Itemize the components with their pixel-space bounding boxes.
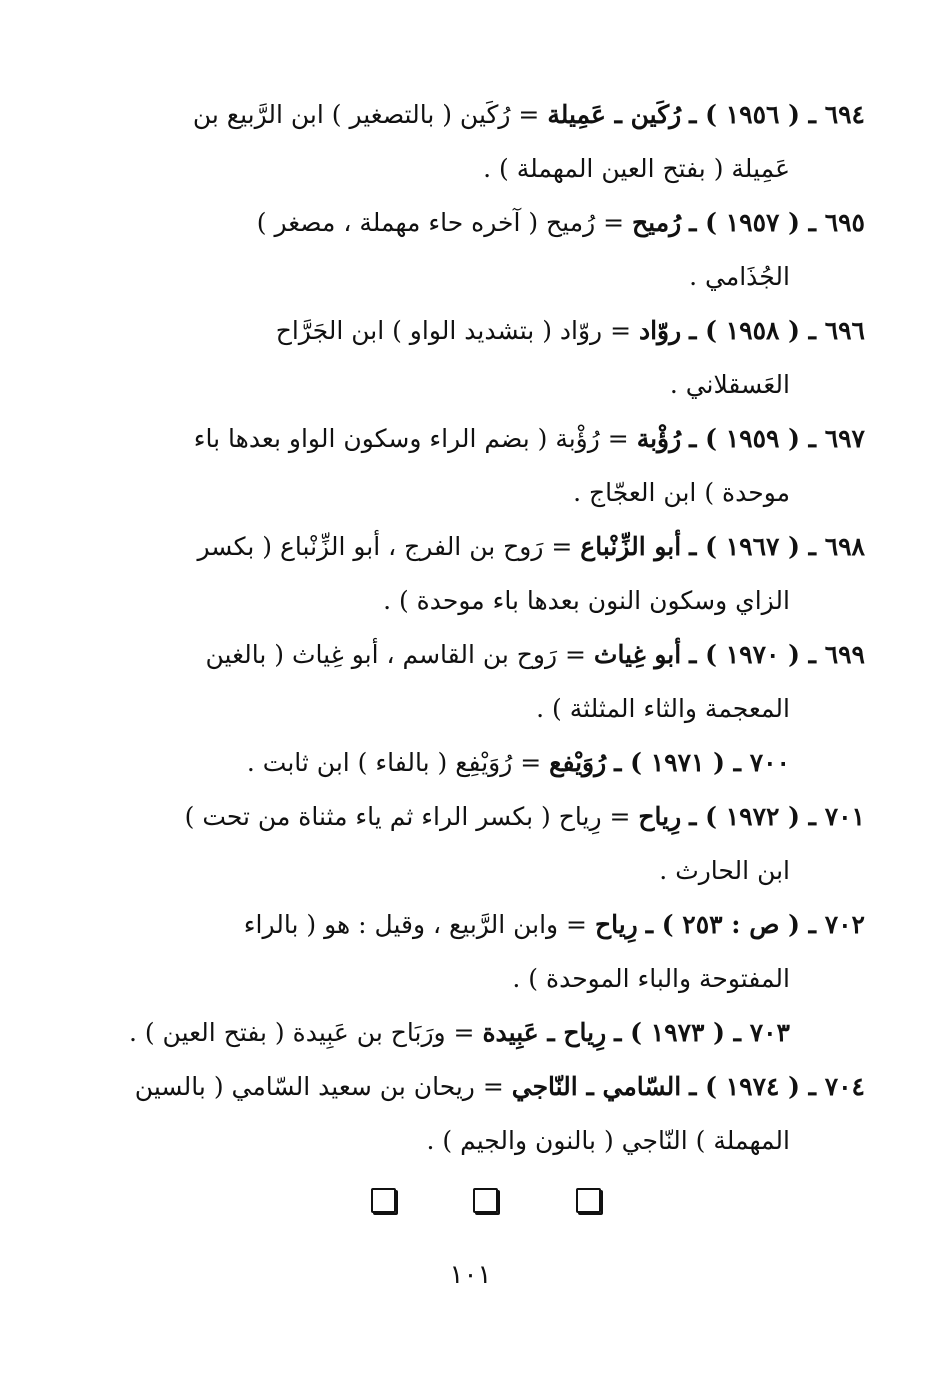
entry-text: = رُوَيْفِع ( بالفاء ) ابن ثابت . [246,748,542,777]
entry-702 [110,898,865,1006]
entry-number: ٧٠٤ ـ ( ١٩٧٤ ) ـ [689,1072,865,1101]
entry-text: = رُؤْبة ( بضم الراء وسكون الواو بعدها باء [193,424,629,453]
page-body [110,88,865,1168]
entry-number: ٦٩٧ ـ ( ١٩٥٩ ) ـ [689,424,865,453]
entry-continuation: الزاي وسكون النون بعدها باء موحدة ) . [383,586,790,615]
entry-text: = رَوح بن الفرج ، أبو الزِّنْباع ( بكسر [197,532,573,561]
entry-701 [110,790,865,898]
square-ornament-icon [371,1188,396,1213]
entry-text: = رُكَين ( بالتصغير ) ابن الرَّبيع بن [192,100,540,129]
entry-heading: السّامي ـ النّاجي [511,1072,682,1101]
entry-number: ٦٩٥ ـ ( ١٩٥٧ ) ـ [689,208,865,237]
entry-continuation: المهملة ) النّاجي ( بالنون والجيم ) . [426,1126,790,1155]
entry-number: ٦٩٨ ـ ( ١٩٦٧ ) ـ [689,532,865,561]
entry-700 [110,736,865,790]
entry-heading: أبو غِياث [593,640,682,669]
entry-number: ٧٠٢ ـ ( ص : ٢٥٣ ) ـ [645,910,865,939]
entry-text: = رَوح بن القاسم ، أبو غِياث ( بالغين [205,640,586,669]
entry-703 [110,1006,865,1060]
entry-695 [110,196,865,304]
entry-heading: أبو الزِّنْباع [580,532,682,561]
entry-text: = وابن الرَّبيع ، وقيل : هو ( بالراء [243,910,588,939]
entry-text: = رِياح ( بكسر الراء ثم ياء مثناة من تحت ) [184,802,631,831]
entry-number: ٦٩٦ ـ ( ١٩٥٨ ) ـ [689,316,865,345]
entry-continuation: العَسقلاني . [669,370,790,399]
entry-697 [110,412,865,520]
entry-694 [110,88,865,196]
entry-number: ٧٠٠ ـ ( ١٩٧١ ) ـ [614,748,790,777]
entry-text: = ورَبَاح بن عَبِيدة ( بفتح العين ) . [128,1018,475,1047]
square-ornament-icon [576,1188,601,1213]
entry-number: ٧٠١ ـ ( ١٩٧٢ ) ـ [689,802,865,831]
entry-696 [110,304,865,412]
entry-heading: رُوَيْفع [549,748,607,777]
entry-704 [110,1060,865,1168]
entry-number: ٦٩٤ ـ ( ١٩٥٦ ) ـ [689,100,865,129]
entry-heading: رِياح ـ عَبِيدة [482,1018,607,1047]
square-ornament-icon [473,1188,498,1213]
entry-continuation: الجُذَامي . [689,262,790,291]
entry-text: = رُميح ( آخره حاء مهملة ، مصغر ) [256,208,625,237]
entry-continuation: موحدة ) ابن العجّاج . [573,478,790,507]
entry-continuation: المعجمة والثاء المثلثة ) . [536,694,790,723]
entry-heading: روّاد [638,316,682,345]
entry-heading: رِياح [594,910,638,939]
entry-continuation: ابن الحارث . [659,856,790,885]
entry-continuation: المفتوحة والباء الموحدة ) . [512,964,790,993]
entry-heading: رُميح [632,208,682,237]
entry-continuation: عَمِيلة ( بفتح العين المهملة ) . [483,154,790,183]
entry-heading: رِياح [638,802,682,831]
entry-698 [110,520,865,628]
entry-number: ٧٠٣ ـ ( ١٩٧٣ ) ـ [614,1018,790,1047]
entry-heading: رُكَين ـ عَمِيلة [547,100,682,129]
entry-text: = ريحان بن سعيد السّامي ( بالسين [134,1072,504,1101]
entry-text: = روّاد ( بتشديد الواو ) ابن الجَرَّاح [275,316,632,345]
entry-heading: رُؤْبة [636,424,682,453]
entry-number: ٦٩٩ ـ ( ١٩٧٠ ) ـ [689,640,865,669]
entry-699 [110,628,865,736]
section-end-ornaments [0,1188,941,1218]
page-number: ١٠١ [449,1260,492,1290]
